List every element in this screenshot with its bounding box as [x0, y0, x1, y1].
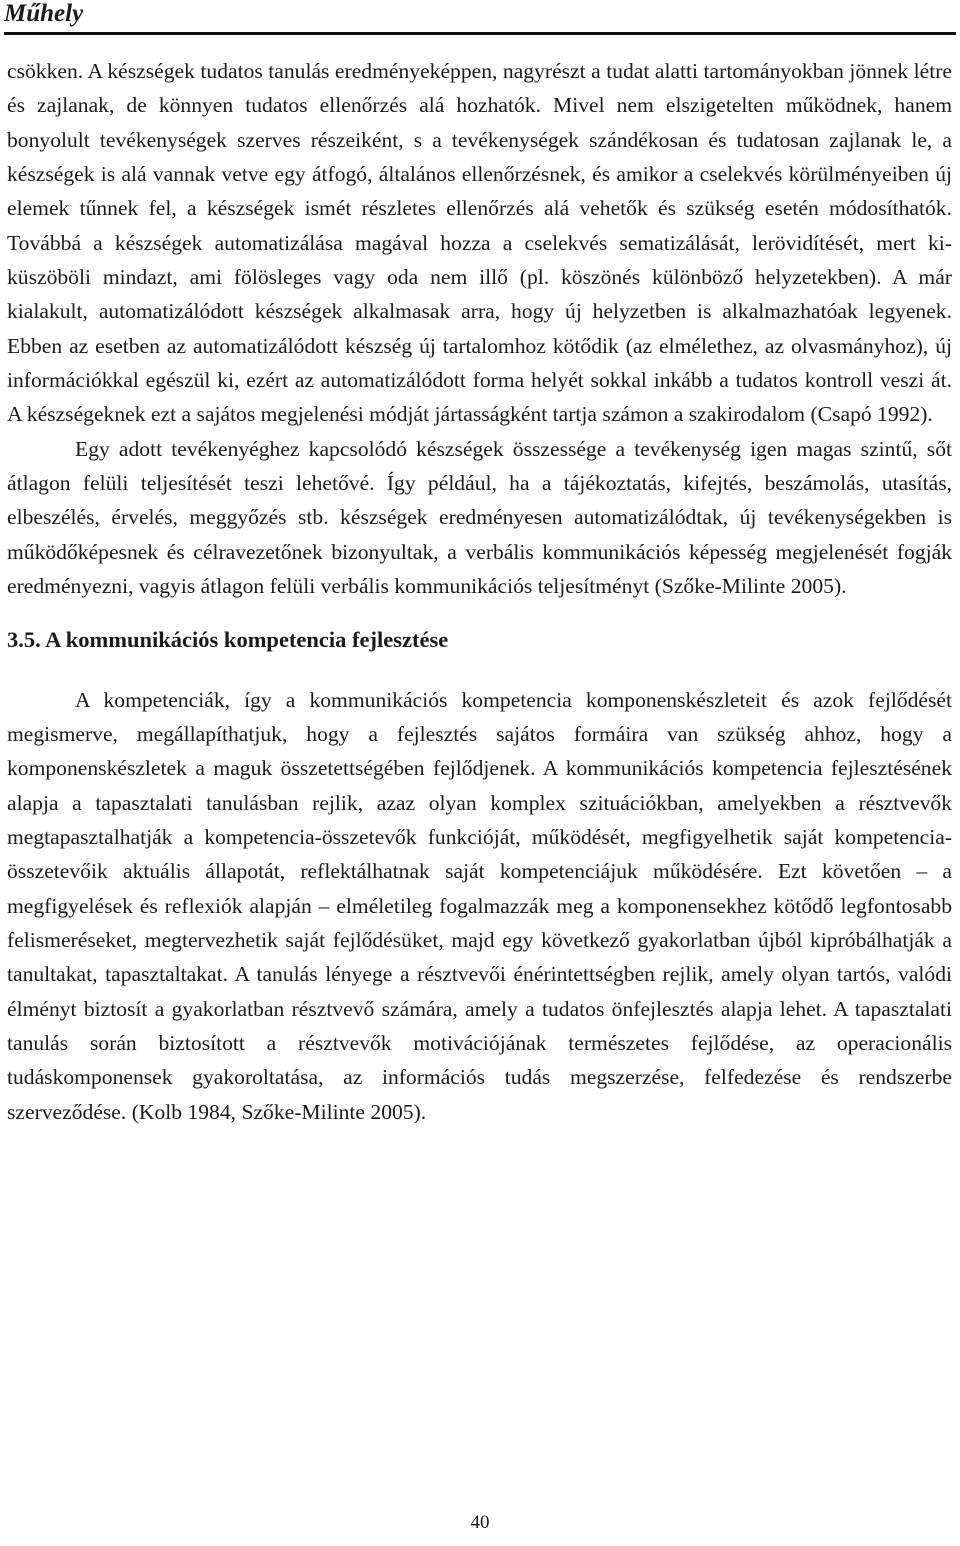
running-header	[4, 0, 956, 28]
article-body	[7, 54, 952, 1129]
section-heading: 3.5. A kommunikációs kompetencia fejlesztése	[7, 626, 449, 652]
journal-title: Műhely	[4, 0, 84, 27]
paragraph: A kompetenciák, így a kommunikációs kompetencia komponenskészleteit és azok fejlődését megismerve, megállapíthatjuk, hogy a fejlesztés sajátos formáira van szükség ahhoz, hogy a komponenskészletek a maguk összetettségében fejlődjenek. A kommunikációs kompetencia fejlesztésének alapja a tapasztalati tanulásban rejlik, azaz olyan komplex szituációkban, amelyekben a résztvevők megtapasztalhatják a kompetencia-összetevők funkcióját, működését, megfigyelhetik saját kompetencia-összetevőik aktuális állapotát, reflektálhatnak saját kompetenciájuk működésére. Ezt követően – a megfigyelések és reflexiók alapján – elméletileg fogalmazzák meg a komponensekhez kötődő legfontosabb felismeréseket, megtervezhetik saját fejlődésüket, majd egy következő gyakorlatban újból kipróbálhatják a tanultakat, tapasztaltakat. A tanulás lényege a résztvevői énérintettségben rejlik, amely olyan tartós, valódi élményt biztosít a gyakorlatban résztvevő számára, amely a tudatos önfejlesztés alapja lehet. A tapasztalati tanulás során biztosított a résztvevők motivációjának természetes fejlődése, az operacionális tudáskomponensek gyakoroltatása, az információs tudás megszerzése, felfedezése és rendszerbe szerveződése. (Kolb 1984, Szőke-Milinte 2005).	[7, 687, 952, 1124]
paragraph: Egy adott tevékenyéghez kapcsolódó készségek összessége a tevékenység igen magas szintű, sőt átlagon felüli teljesítését teszi lehetővé. Így például, ha a tájékoztatás, kifejtés, beszámolás, utasítás, elbeszélés, érvelés, meggyőzés stb. készségek eredményesen automatizálódtak, új tevékenységekben is működőképesnek és célravezetőnek bizonyultak, a verbális kommunikációs képesség megjelenését fogják eredményezni, vagyis átlagon felüli verbális kommunikációs teljesítményt (Szőke-Milinte 2005).	[7, 436, 952, 599]
header-rule	[4, 32, 956, 35]
page-number: 40	[470, 1512, 490, 1533]
paragraph: csökken. A készségek tudatos tanulás eredményeképpen, nagyrészt a tudat alatti tartományokban jönnek létre és zajlanak, de könnyen tudatos ellenőrzés alá hozhatók. Mivel nem elszigetelten működnek, hanem bonyolult tevékenységek szerves részeiként, s a tevékenységek szándékosan és tudatosan zajlanak le, a készségek is alá vannak vetve egy átfogó, általános ellenőrzésnek, és amikor a cselekvés körülményeiben új elemek tűnnek fel, a készségek ismét részletes ellenőrzés alá vehetők és szükség esetén módosíthatók. Továbbá a készségek automatizálása magával hozza a cselekvés sematizálását, lerövidítését, mert kiküszöböli mindazt, ami fölösleges vagy oda nem illő (pl. köszönés különböző helyzetekben). A már kialakult, automatizálódott készségek alkalmasak arra, hogy új helyzetben is alkalmazhatóak legyenek. Ebben az esetben az automatizálódott készség új tartalomhoz kötődik (az elmélethez, az olvasmányhoz), új információkkal egészül ki, ezért az automatizálódott forma helyét sokkal inkább a tudatos kontroll veszi át. A készségeknek ezt a sajátos megjelenési módját jártasságként tartja számon a szakirodalom (Csapó 1992).	[7, 59, 952, 427]
